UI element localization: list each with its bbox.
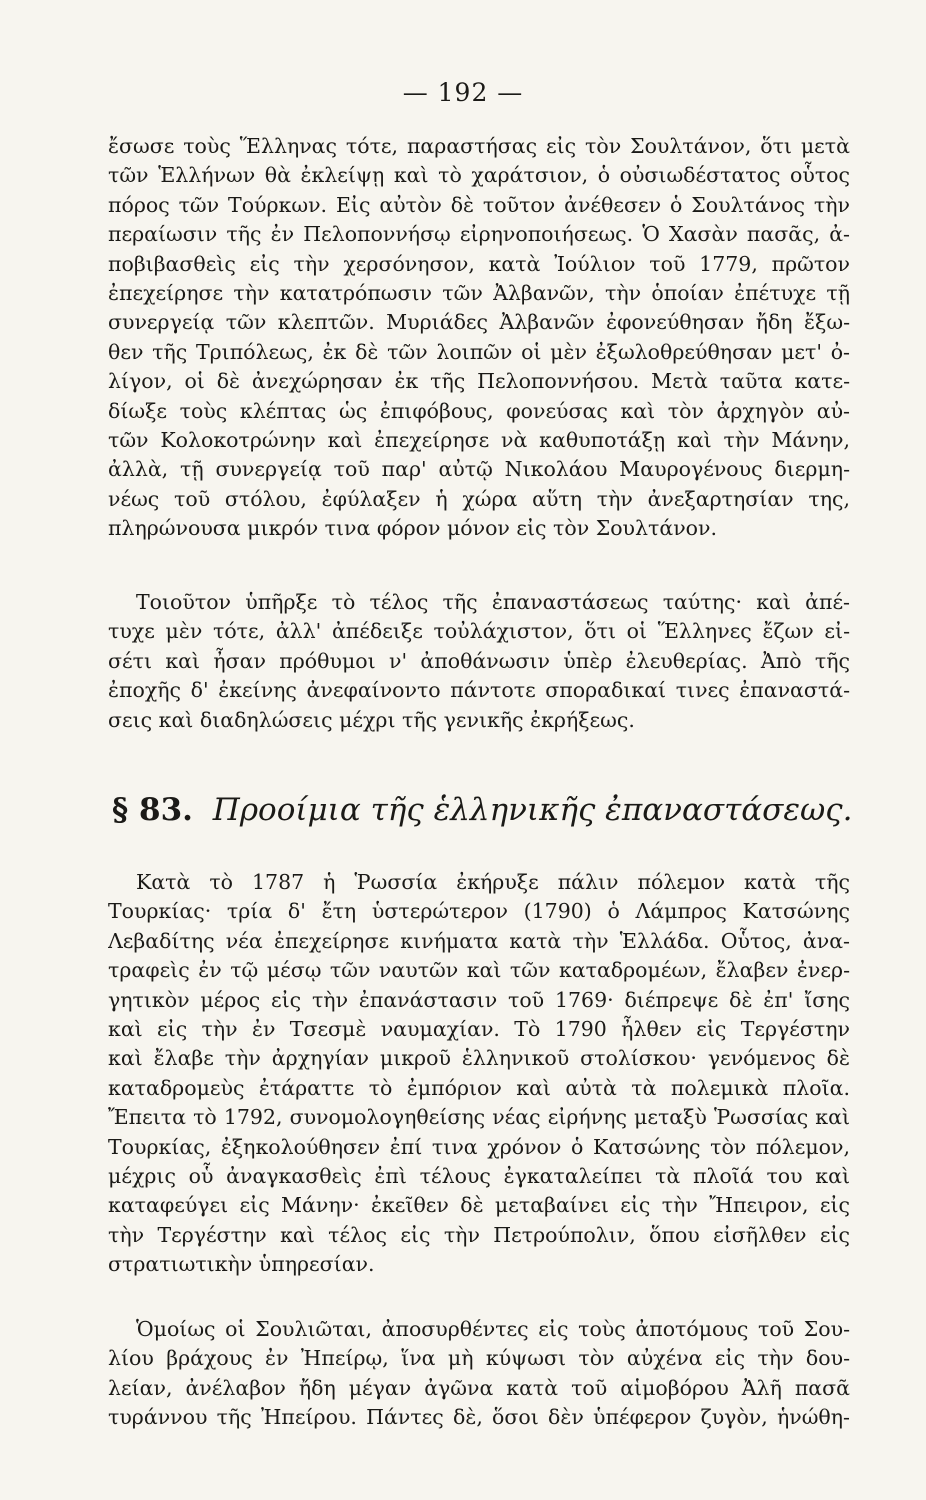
text-line: ἀλλὰ, τῇ συνεργείᾳ τοῦ παρ' αὐτῷ Νικολάου Μαυρογένους διερμη- xyxy=(108,457,850,482)
text-line: τῶν Ἑλλήνων θὰ ἐκλείψῃ καὶ τὸ χαράτσιον, ὁ οὐσιωδέστατος οὗτος xyxy=(108,163,850,188)
text-line: τυχε μὲν τότε, ἀλλ' ἀπέδειξε τοὐλάχιστον, ὅτι οἱ Ἕλληνες ἔζων εἰ- xyxy=(108,619,850,644)
text-line: συνεργείᾳ τῶν κλεπτῶν. Μυριάδες Ἀλβανῶν ἐφονεύθησαν ἤδη ἔξω- xyxy=(108,310,850,335)
section-title: Προοίμια τῆς ἑλληνικῆς ἐπαναστάσεως. xyxy=(212,792,853,828)
text-line: στρατιωτικὴν ὑπηρεσίαν. xyxy=(108,1252,375,1277)
text-line: δίωξε τοὺς κλέπτας ὡς ἐπιφόβους, φονεύσας καὶ τὸν ἀρχηγὸν αὐ- xyxy=(108,398,850,423)
text-line: Κατὰ τὸ 1787 ἡ Ῥωσσία ἐκήρυξε πάλιν πόλεμον κατὰ τῆς xyxy=(136,870,850,894)
paragraph-2 xyxy=(108,588,850,735)
text-line: καταφεύγει εἰς Μάνην· ἐκεῖθεν δὲ μεταβαίνει εἰς τὴν Ἤπειρον, εἰς xyxy=(108,1193,850,1218)
text-line: Ὁμοίως οἱ Σουλιῶται, ἀποσυρθέντες εἰς τοὺς ἀποτόμους τοῦ Σου- xyxy=(136,1317,850,1341)
paragraph-1 xyxy=(108,132,850,543)
text-line: ἐπεχείρησε τὴν κατατρόπωσιν τῶν Ἀλβανῶν, τὴν ὁποίαν ἐπέτυχε τῇ xyxy=(108,280,850,305)
text-line: νέως τοῦ στόλου, ἐφύλαξεν ἡ χώρα αὕτη τὴν ἀνεξαρτησίαν της, xyxy=(108,486,850,511)
text-line: λείαν, ἀνέλαβον ἤδη μέγαν ἀγῶνα κατὰ τοῦ αἱμοβόρου Ἀλῆ πασᾶ xyxy=(108,1375,850,1400)
section-heading xyxy=(112,792,852,828)
text-line: πόρος τῶν Τούρκων. Εἰς αὐτὸν δὲ τοῦτον ἀνέθεσεν ὁ Σουλτάνος τὴν xyxy=(108,192,850,217)
text-line: Λεβαδίτης νέα ἐπεχείρησε κινήματα κατὰ τὴν Ἑλλάδα. Οὗτος, ἀνα- xyxy=(108,928,850,953)
text-line: γητικὸν μέρος εἰς τὴν ἐπανάστασιν τοῦ 1769· διέπρεψε δὲ ἐπ' ἴσης xyxy=(108,987,850,1012)
page-number: — 192 — xyxy=(402,78,524,107)
text-line: τραφεὶς ἐν τῷ μέσῳ τῶν ναυτῶν καὶ τῶν καταδρομέων, ἔλαβεν ἐνερ- xyxy=(108,958,850,983)
text-line: λίγον, οἱ δὲ ἀνεχώρησαν ἐκ τῆς Πελοποννήσου. Μετὰ ταῦτα κατε- xyxy=(108,369,850,394)
text-line: ποβιβασθεὶς εἰς τὴν χερσόνησον, κατὰ Ἰούλιον τοῦ 1779, πρῶτον xyxy=(108,251,850,276)
text-line: ἐποχῆς δ' ἐκείνης ἀνεφαίνοντο πάντοτε σποραδικαί τινες ἐπαναστά- xyxy=(108,678,850,703)
text-line: τὴν Τεργέστην καὶ τέλος εἰς τὴν Πετρούπολιν, ὅπου εἰσῆλθεν εἰς xyxy=(108,1222,850,1247)
text-line: σεις καὶ διαδηλώσεις μέχρι τῆς γενικῆς ἐκρήξεως. xyxy=(108,707,635,732)
text-line: περαίωσιν τῆς ἐν Πελοποννήσῳ εἰρηνοποιήσεως. Ὁ Χασὰν πασᾶς, ἀ- xyxy=(108,222,850,247)
text-line: Τουρκίας· τρία δ' ἔτη ὑστερώτερον (1790) ὁ Λάμπρος Κατσώνης xyxy=(108,899,850,924)
text-line: μέχρις οὗ ἀναγκασθεὶς ἐπὶ τέλους ἐγκαταλείπει τὰ πλοῖά του καὶ xyxy=(108,1163,850,1188)
text-line: σέτι καὶ ἦσαν πρόθυμοι ν' ἀποθάνωσιν ὑπὲρ ἐλευθερίας. Ἀπὸ τῆς xyxy=(108,648,850,673)
text-line: καὶ ἔλαβε τὴν ἀρχηγίαν μικροῦ ἑλληνικοῦ στολίσκου· γενόμενος δὲ xyxy=(108,1046,850,1071)
section-number: § 83. xyxy=(112,792,193,828)
paragraph-3 xyxy=(108,868,850,1279)
text-line: Ἔπειτα τὸ 1792, συνομολογηθείσης νέας εἰρήνης μεταξὺ Ῥωσσίας καὶ xyxy=(108,1105,850,1130)
text-line: θεν τῆς Τριπόλεως, ἐκ δὲ τῶν λοιπῶν οἱ μὲν ἐξωλοθρεύθησαν μετ' ὀ- xyxy=(108,339,850,364)
text-line: τυράννου τῆς Ἠπείρου. Πάντες δὲ, ὅσοι δὲν ὑπέφερον ζυγὸν, ἡνώθη- xyxy=(108,1405,850,1430)
text-line: καὶ εἰς τὴν ἐν Τσεσμὲ ναυμαχίαν. Τὸ 1790 ἦλθεν εἰς Τεργέστην xyxy=(108,1016,850,1041)
text-line: Τοιοῦτον ὑπῆρξε τὸ τέλος τῆς ἐπαναστάσεως ταύτης· καὶ ἀπέ- xyxy=(136,590,850,614)
text-line: ἔσωσε τοὺς Ἕλληνας τότε, παραστήσας εἰς τὸν Σουλτάνον, ὅτι μετὰ xyxy=(108,134,850,158)
text-line: λίου βράχους ἐν Ἠπείρῳ, ἵνα μὴ κύψωσι τὸν αὐχένα εἰς τὴν δου- xyxy=(108,1346,850,1371)
text-line: καταδρομεὺς ἐτάραττε τὸ ἐμπόριον καὶ αὐτὰ τὰ πολεμικὰ πλοῖα. xyxy=(108,1075,850,1100)
text-line: πληρώνουσα μικρόν τινα φόρον μόνον εἰς τὸν Σουλτάνον. xyxy=(108,516,717,541)
text-line: Τουρκίας, ἐξηκολούθησεν ἐπί τινα χρόνον ὁ Κατσώνης τὸν πόλεμον, xyxy=(108,1134,850,1159)
paragraph-4 xyxy=(108,1315,850,1433)
text-line: τῶν Κολοκοτρώνην καὶ ἐπεχείρησε νὰ καθυποτάξῃ καὶ τὴν Μάνην, xyxy=(108,427,850,452)
